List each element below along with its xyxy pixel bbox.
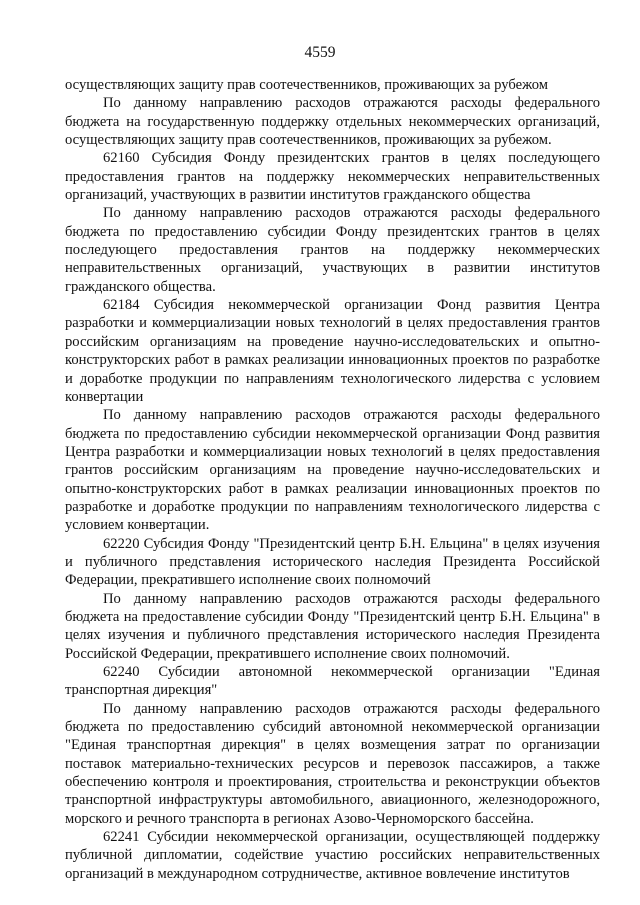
paragraph-code-62184: 62184 Субсидия некоммерческой организации Фонд развития Центра разработки и коммерциализации новых технологий в целях предоставления грантов российским организациям на проведение научно-исследовательских и опытно-конструкторских работ в рамках реализации инновационных проектов по разработке и доработке продукции по направлениям технологического лидерства с условием конвертации [65,297,600,405]
paragraph-description-62220: По данному направлению расходов отражаются расходы федерального бюджета на предоставление субсидии Фонду "Президентский центр Б.Н. Ельцина" в целях изучения и публичного представления исторического наследия Президента Российской Федерации, прекратившего исполнение своих полномочий. [65,590,600,662]
document-body [65,76,600,883]
paragraph-description-compatriots: По данному направлению расходов отражаются расходы федерального бюджета на государственную поддержку отдельных некоммерческих организаций, осуществляющих защиту прав соотечественников, проживающих за рубежом. [65,95,600,149]
paragraph-continuation: осуществляющих защиту прав соотечественников, проживающих за рубежом [65,77,549,93]
paragraph-description-62160: По данному направлению расходов отражаются расходы федерального бюджета по предоставлению субсидии Фонду президентских грантов в целях последующего предоставления грантов на поддержку некоммерческих неправительственных организаций, участвующих в развитии институтов гражданского общества. [65,205,600,295]
page-number: 4559 [304,44,336,61]
paragraph-code-62160: 62160 Субсидия Фонду президентских грантов в целях последующего предоставления грантов на поддержку некоммерческих неправительственных организаций, участвующих в развитии институтов гражданского общества [65,150,600,204]
paragraph-code-62240: 62240 Субсидии автономной некоммерческой организации "Единая транспортная дирекция" [65,664,600,699]
paragraph-code-62220: 62220 Субсидия Фонду "Президентский центр Б.Н. Ельцина" в целях изучения и публичного представления исторического наследия Президента Российской Федерации, прекратившего исполнение своих полномочий [65,535,600,589]
paragraph-code-62241: 62241 Субсидии некоммерческой организации, осуществляющей поддержку публичной дипломатии, содействие участию российских неправительственных организаций в международном сотрудничестве, активное вовлечение институтов [65,829,600,882]
paragraph-description-62184: По данному направлению расходов отражаются расходы федерального бюджета по предоставлению субсидии некоммерческой организации Фонд развития Центра разработки и коммерциализации новых технологий в целях предоставления грантов российским организациям на проведение научно-исследовательских и опытно-конструкторских работ в рамках реализации инновационных проектов по разработке и доработке продукции по направлениям технологического лидерства с условием конвертации. [65,407,600,534]
paragraph-description-62240: По данному направлению расходов отражаются расходы федерального бюджета по предоставлению субсидий автономной некоммерческой организации "Единая транспортная дирекция" в целях возмещения затрат по организации поставок материально-технических ресурсов и перевозок пассажиров, а также обеспечению контроля и проектирования, строительства и реконструкции объектов транспортной инфраструктуры автомобильного, авиационного, железнодорожного, морского и речного транспорта в регионах Азово-Черноморского бассейна. [65,700,600,827]
